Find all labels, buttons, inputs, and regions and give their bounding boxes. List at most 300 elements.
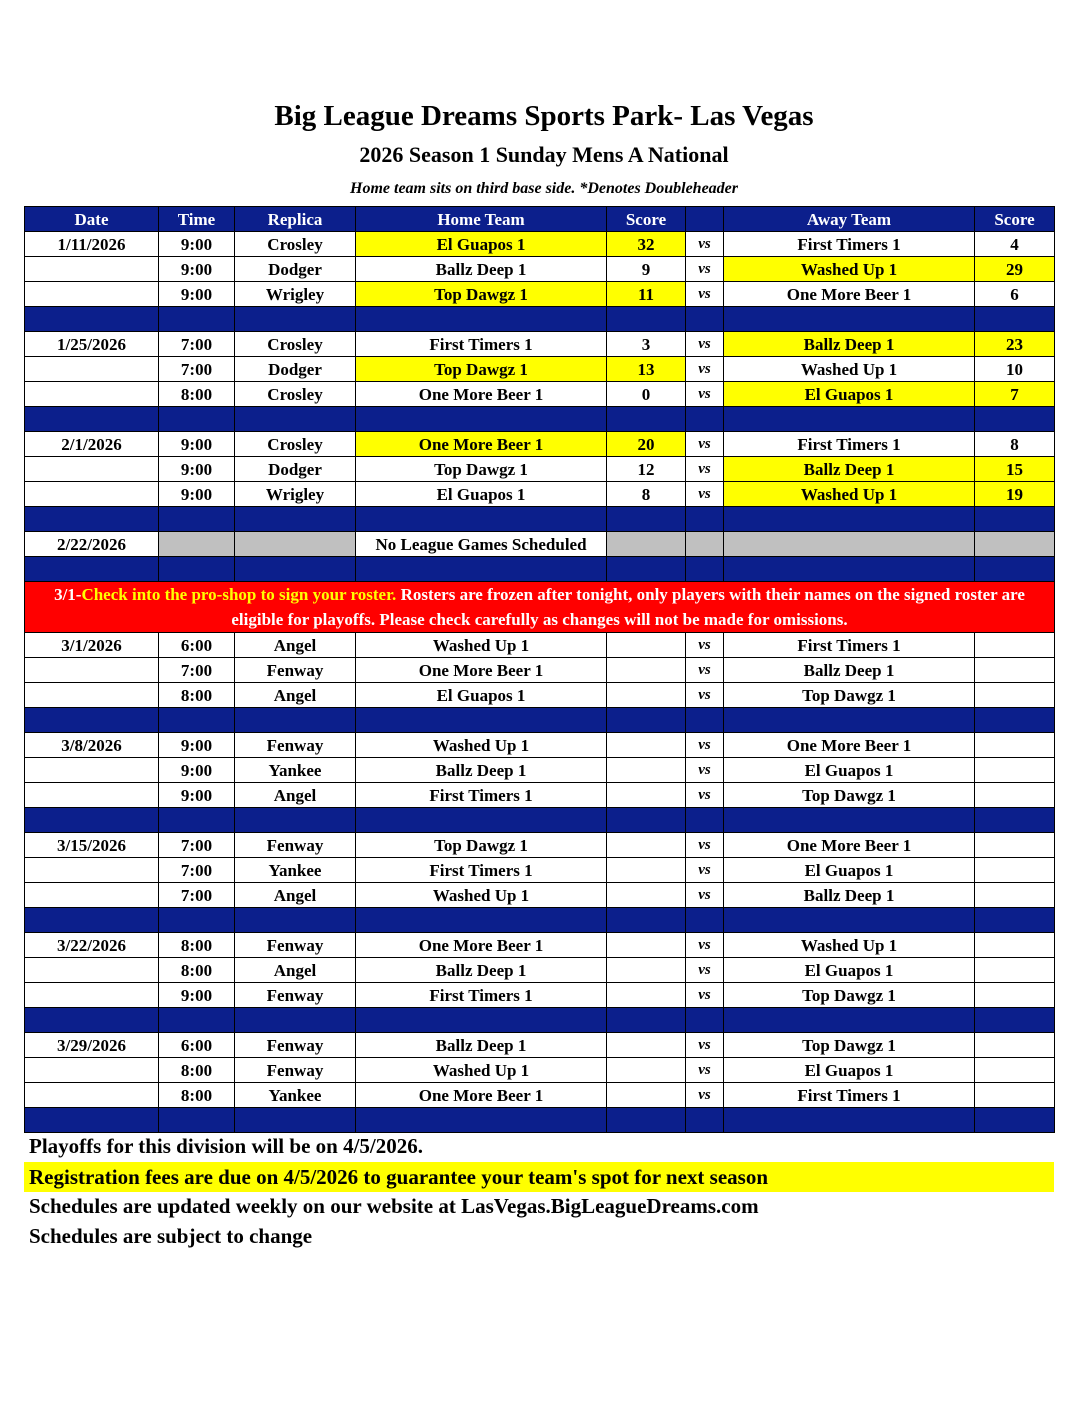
game-row xyxy=(25,958,1055,983)
away-score-cell xyxy=(975,683,1055,708)
separator-cell xyxy=(607,557,686,582)
separator-row xyxy=(25,808,1055,833)
separator-cell xyxy=(25,307,159,332)
away-score-cell xyxy=(975,933,1055,958)
separator-cell xyxy=(686,708,724,733)
separator-cell xyxy=(356,908,607,933)
separator-row xyxy=(25,507,1055,532)
website-note: Schedules are updated weekly on our website at LasVegas.BigLeagueDreams.com xyxy=(29,1194,759,1218)
away-score-cell: 15 xyxy=(975,457,1055,482)
time-cell: 9:00 xyxy=(159,983,235,1008)
away-team-cell: Top Dawgz 1 xyxy=(724,783,975,808)
home-team-cell: First Timers 1 xyxy=(356,983,607,1008)
separator-cell xyxy=(724,1108,975,1133)
game-row xyxy=(25,1083,1055,1108)
away-score-cell xyxy=(975,883,1055,908)
away-score-cell: 23 xyxy=(975,332,1055,357)
separator-cell xyxy=(159,708,235,733)
home-score-cell: 20 xyxy=(607,432,686,457)
separator-row xyxy=(25,1108,1055,1133)
home-score-cell xyxy=(607,1083,686,1108)
separator-cell xyxy=(25,557,159,582)
vs-cell: vs xyxy=(686,733,724,758)
separator-cell xyxy=(975,1008,1055,1033)
replica-cell: Crosley xyxy=(235,382,356,407)
separator-cell xyxy=(724,307,975,332)
header-time: Time xyxy=(159,207,235,232)
playoffs-note: Playoffs for this division will be on 4/5/2026. xyxy=(29,1134,423,1158)
schedule-note: Home team sits on third base side. *Denotes Doubleheader xyxy=(350,180,738,197)
away-score-cell xyxy=(975,1058,1055,1083)
separator-row xyxy=(25,407,1055,432)
separator-cell xyxy=(159,407,235,432)
date-cell xyxy=(25,1083,159,1108)
away-team-cell: First Timers 1 xyxy=(724,432,975,457)
replica-cell: Fenway xyxy=(235,1033,356,1058)
vs-cell: vs xyxy=(686,282,724,307)
away-score-cell xyxy=(975,783,1055,808)
separator-row xyxy=(25,708,1055,733)
home-score-cell xyxy=(607,758,686,783)
separator-cell xyxy=(25,407,159,432)
date-cell: 2/22/2026 xyxy=(25,532,159,557)
vs-cell: vs xyxy=(686,633,724,658)
replica-cell: Dodger xyxy=(235,357,356,382)
away-team-cell xyxy=(724,532,975,557)
separator-cell xyxy=(235,908,356,933)
date-cell: 3/22/2026 xyxy=(25,933,159,958)
date-cell xyxy=(25,758,159,783)
home-score-cell: 32 xyxy=(607,232,686,257)
separator-cell xyxy=(356,1008,607,1033)
away-team-cell: Ballz Deep 1 xyxy=(724,332,975,357)
separator-cell xyxy=(686,808,724,833)
home-team-cell: First Timers 1 xyxy=(356,783,607,808)
away-team-cell: Top Dawgz 1 xyxy=(724,983,975,1008)
separator-cell xyxy=(159,1008,235,1033)
separator-cell xyxy=(159,908,235,933)
time-cell: 9:00 xyxy=(159,733,235,758)
home-score-cell xyxy=(607,858,686,883)
replica-cell: Dodger xyxy=(235,257,356,282)
away-team-cell: One More Beer 1 xyxy=(724,833,975,858)
separator-cell xyxy=(975,708,1055,733)
away-score-cell xyxy=(975,758,1055,783)
separator-cell xyxy=(607,407,686,432)
time-cell: 8:00 xyxy=(159,683,235,708)
away-score-cell: 10 xyxy=(975,357,1055,382)
away-score-cell: 19 xyxy=(975,482,1055,507)
date-cell xyxy=(25,858,159,883)
away-score-cell xyxy=(975,983,1055,1008)
home-team-cell: Washed Up 1 xyxy=(356,883,607,908)
separator-cell xyxy=(25,808,159,833)
replica-cell: Fenway xyxy=(235,833,356,858)
separator-cell xyxy=(607,908,686,933)
date-cell: 1/11/2026 xyxy=(25,232,159,257)
away-score-cell xyxy=(975,833,1055,858)
home-team-cell: Washed Up 1 xyxy=(356,633,607,658)
replica-cell: Angel xyxy=(235,633,356,658)
date-cell xyxy=(25,658,159,683)
separator-cell xyxy=(724,407,975,432)
separator-cell xyxy=(356,1108,607,1133)
date-cell xyxy=(25,783,159,808)
time-cell: 9:00 xyxy=(159,482,235,507)
away-team-cell: Washed Up 1 xyxy=(724,257,975,282)
away-team-cell: El Guapos 1 xyxy=(724,382,975,407)
separator-row xyxy=(25,908,1055,933)
schedule-body xyxy=(25,232,1055,1133)
home-score-cell xyxy=(607,983,686,1008)
home-team-cell: First Timers 1 xyxy=(356,332,607,357)
away-team-cell: El Guapos 1 xyxy=(724,758,975,783)
separator-cell xyxy=(235,307,356,332)
vs-cell: vs xyxy=(686,783,724,808)
page-subtitle: 2026 Season 1 Sunday Mens A National xyxy=(359,142,729,167)
away-score-cell: 7 xyxy=(975,382,1055,407)
home-score-cell xyxy=(607,833,686,858)
separator-cell xyxy=(356,808,607,833)
away-score-cell: 8 xyxy=(975,432,1055,457)
separator-cell xyxy=(607,507,686,532)
header-away-score: Score xyxy=(975,207,1055,232)
time-cell: 8:00 xyxy=(159,933,235,958)
replica-cell: Fenway xyxy=(235,983,356,1008)
home-team-cell: Washed Up 1 xyxy=(356,733,607,758)
separator-cell xyxy=(607,1108,686,1133)
page-title: Big League Dreams Sports Park- Las Vegas xyxy=(274,100,814,132)
vs-cell: vs xyxy=(686,482,724,507)
time-cell: 7:00 xyxy=(159,658,235,683)
vs-cell: vs xyxy=(686,432,724,457)
vs-cell: vs xyxy=(686,858,724,883)
game-row xyxy=(25,858,1055,883)
no-games-row xyxy=(25,532,1055,557)
replica-cell: Angel xyxy=(235,683,356,708)
date-cell xyxy=(25,1058,159,1083)
home-team-cell: El Guapos 1 xyxy=(356,482,607,507)
home-score-cell: 0 xyxy=(607,382,686,407)
home-team-cell: El Guapos 1 xyxy=(356,683,607,708)
away-team-cell: One More Beer 1 xyxy=(724,733,975,758)
date-cell xyxy=(25,282,159,307)
vs-cell: vs xyxy=(686,232,724,257)
header-row xyxy=(25,207,1055,232)
time-cell: 8:00 xyxy=(159,382,235,407)
separator-cell xyxy=(356,708,607,733)
home-score-cell xyxy=(607,933,686,958)
time-cell: 7:00 xyxy=(159,332,235,357)
vs-cell: vs xyxy=(686,1058,724,1083)
away-team-cell: El Guapos 1 xyxy=(724,858,975,883)
separator-cell xyxy=(159,808,235,833)
home-team-cell: Top Dawgz 1 xyxy=(356,282,607,307)
time-cell: 7:00 xyxy=(159,833,235,858)
game-row xyxy=(25,758,1055,783)
separator-cell xyxy=(686,307,724,332)
date-cell: 3/15/2026 xyxy=(25,833,159,858)
date-cell xyxy=(25,457,159,482)
vs-cell: vs xyxy=(686,758,724,783)
time-cell: 7:00 xyxy=(159,883,235,908)
registration-note: Registration fees are due on 4/5/2026 to guarantee your team's spot for next season xyxy=(24,1162,1054,1192)
game-row xyxy=(25,382,1055,407)
time-cell xyxy=(159,532,235,557)
separator-cell xyxy=(356,507,607,532)
home-team-cell: First Timers 1 xyxy=(356,858,607,883)
notice-lead: 3/1- xyxy=(54,585,82,604)
time-cell: 7:00 xyxy=(159,357,235,382)
separator-cell xyxy=(159,557,235,582)
separator-cell xyxy=(724,808,975,833)
game-row xyxy=(25,432,1055,457)
vs-cell: vs xyxy=(686,958,724,983)
separator-cell xyxy=(159,507,235,532)
home-team-cell: Ballz Deep 1 xyxy=(356,1033,607,1058)
away-score-cell xyxy=(975,858,1055,883)
away-team-cell: Ballz Deep 1 xyxy=(724,658,975,683)
schedule-table xyxy=(24,206,1055,1133)
separator-cell xyxy=(25,507,159,532)
home-team-cell: Ballz Deep 1 xyxy=(356,257,607,282)
away-team-cell: Washed Up 1 xyxy=(724,357,975,382)
replica-cell: Fenway xyxy=(235,933,356,958)
game-row xyxy=(25,457,1055,482)
game-row xyxy=(25,232,1055,257)
vs-cell: vs xyxy=(686,257,724,282)
away-score-cell xyxy=(975,733,1055,758)
separator-cell xyxy=(975,407,1055,432)
home-score-cell xyxy=(607,658,686,683)
separator-cell xyxy=(235,808,356,833)
game-row xyxy=(25,658,1055,683)
vs-cell: vs xyxy=(686,382,724,407)
date-cell xyxy=(25,958,159,983)
separator-cell xyxy=(724,557,975,582)
separator-cell xyxy=(159,307,235,332)
separator-cell xyxy=(25,1108,159,1133)
time-cell: 9:00 xyxy=(159,257,235,282)
home-score-cell xyxy=(607,1058,686,1083)
away-team-cell: El Guapos 1 xyxy=(724,958,975,983)
separator-cell xyxy=(975,1108,1055,1133)
vs-cell: vs xyxy=(686,457,724,482)
away-score-cell: 6 xyxy=(975,282,1055,307)
replica-cell: Wrigley xyxy=(235,282,356,307)
notice-rest: Rosters are frozen after tonight, only players with their names on the signed roster are eligible for playoffs. Please check carefully as changes will not be made for omissions. xyxy=(231,585,1025,629)
vs-cell: vs xyxy=(686,683,724,708)
separator-cell xyxy=(975,557,1055,582)
home-score-cell xyxy=(607,1033,686,1058)
game-row xyxy=(25,733,1055,758)
separator-cell xyxy=(686,1108,724,1133)
separator-cell xyxy=(25,1008,159,1033)
header-vs xyxy=(686,207,724,232)
separator-cell xyxy=(356,307,607,332)
home-team-cell: El Guapos 1 xyxy=(356,232,607,257)
separator-row xyxy=(25,557,1055,582)
home-score-cell: 8 xyxy=(607,482,686,507)
replica-cell: Fenway xyxy=(235,1058,356,1083)
date-cell xyxy=(25,382,159,407)
away-score-cell xyxy=(975,633,1055,658)
time-cell: 9:00 xyxy=(159,457,235,482)
home-score-cell: 11 xyxy=(607,282,686,307)
date-cell: 3/8/2026 xyxy=(25,733,159,758)
vs-cell xyxy=(686,532,724,557)
home-team-cell: One More Beer 1 xyxy=(356,658,607,683)
replica-cell: Angel xyxy=(235,958,356,983)
away-team-cell: El Guapos 1 xyxy=(724,1058,975,1083)
game-row xyxy=(25,633,1055,658)
separator-cell xyxy=(724,708,975,733)
separator-cell xyxy=(724,908,975,933)
away-team-cell: Top Dawgz 1 xyxy=(724,683,975,708)
date-cell: 3/29/2026 xyxy=(25,1033,159,1058)
home-score-cell xyxy=(607,883,686,908)
game-row xyxy=(25,1058,1055,1083)
date-cell xyxy=(25,482,159,507)
game-row xyxy=(25,883,1055,908)
separator-cell xyxy=(356,407,607,432)
game-row xyxy=(25,983,1055,1008)
separator-cell xyxy=(607,307,686,332)
game-row xyxy=(25,783,1055,808)
separator-cell xyxy=(686,1008,724,1033)
replica-cell: Crosley xyxy=(235,332,356,357)
separator-cell xyxy=(975,507,1055,532)
separator-cell xyxy=(235,407,356,432)
time-cell: 8:00 xyxy=(159,1058,235,1083)
no-games-text: No League Games Scheduled xyxy=(356,532,607,557)
header-home-team: Home Team xyxy=(356,207,607,232)
away-team-cell: First Timers 1 xyxy=(724,1083,975,1108)
separator-cell xyxy=(686,507,724,532)
game-row xyxy=(25,332,1055,357)
roster-notice xyxy=(25,582,1055,633)
separator-cell xyxy=(607,1008,686,1033)
separator-cell xyxy=(235,507,356,532)
date-cell: 2/1/2026 xyxy=(25,432,159,457)
separator-cell xyxy=(235,557,356,582)
game-row xyxy=(25,683,1055,708)
vs-cell: vs xyxy=(686,332,724,357)
home-score-cell xyxy=(607,683,686,708)
replica-cell: Crosley xyxy=(235,432,356,457)
vs-cell: vs xyxy=(686,833,724,858)
separator-row xyxy=(25,307,1055,332)
separator-cell xyxy=(975,307,1055,332)
time-cell: 6:00 xyxy=(159,1033,235,1058)
home-score-cell xyxy=(607,783,686,808)
replica-cell xyxy=(235,532,356,557)
away-score-cell xyxy=(975,1083,1055,1108)
separator-cell xyxy=(25,708,159,733)
time-cell: 9:00 xyxy=(159,432,235,457)
home-score-cell: 13 xyxy=(607,357,686,382)
roster-notice-row xyxy=(25,582,1055,633)
header-home-score: Score xyxy=(607,207,686,232)
replica-cell: Yankee xyxy=(235,758,356,783)
away-team-cell: Ballz Deep 1 xyxy=(724,457,975,482)
replica-cell: Dodger xyxy=(235,457,356,482)
time-cell: 8:00 xyxy=(159,958,235,983)
header-replica: Replica xyxy=(235,207,356,232)
game-row xyxy=(25,933,1055,958)
separator-cell xyxy=(235,708,356,733)
date-cell xyxy=(25,357,159,382)
away-team-cell: Washed Up 1 xyxy=(724,933,975,958)
home-score-cell: 9 xyxy=(607,257,686,282)
home-score-cell: 3 xyxy=(607,332,686,357)
time-cell: 8:00 xyxy=(159,1083,235,1108)
separator-cell xyxy=(356,557,607,582)
vs-cell: vs xyxy=(686,357,724,382)
time-cell: 9:00 xyxy=(159,783,235,808)
home-team-cell: One More Beer 1 xyxy=(356,382,607,407)
separator-cell xyxy=(686,908,724,933)
time-cell: 9:00 xyxy=(159,282,235,307)
away-team-cell: First Timers 1 xyxy=(724,232,975,257)
away-score-cell xyxy=(975,1033,1055,1058)
replica-cell: Angel xyxy=(235,883,356,908)
away-score-cell: 29 xyxy=(975,257,1055,282)
home-score-cell xyxy=(607,532,686,557)
separator-cell xyxy=(159,1108,235,1133)
game-row xyxy=(25,833,1055,858)
home-score-cell xyxy=(607,733,686,758)
home-team-cell: Ballz Deep 1 xyxy=(356,958,607,983)
date-cell: 1/25/2026 xyxy=(25,332,159,357)
home-team-cell: Ballz Deep 1 xyxy=(356,758,607,783)
replica-cell: Fenway xyxy=(235,733,356,758)
separator-cell xyxy=(235,1108,356,1133)
away-score-cell: 4 xyxy=(975,232,1055,257)
separator-cell xyxy=(975,808,1055,833)
separator-cell xyxy=(235,1008,356,1033)
vs-cell: vs xyxy=(686,933,724,958)
vs-cell: vs xyxy=(686,983,724,1008)
header-date: Date xyxy=(25,207,159,232)
date-cell xyxy=(25,683,159,708)
date-cell xyxy=(25,983,159,1008)
time-cell: 6:00 xyxy=(159,633,235,658)
home-team-cell: One More Beer 1 xyxy=(356,432,607,457)
game-row xyxy=(25,282,1055,307)
separator-cell xyxy=(25,908,159,933)
separator-cell xyxy=(686,407,724,432)
time-cell: 9:00 xyxy=(159,232,235,257)
replica-cell: Crosley xyxy=(235,232,356,257)
vs-cell: vs xyxy=(686,658,724,683)
home-team-cell: One More Beer 1 xyxy=(356,1083,607,1108)
date-cell xyxy=(25,883,159,908)
separator-cell xyxy=(607,808,686,833)
separator-cell xyxy=(607,708,686,733)
home-team-cell: Top Dawgz 1 xyxy=(356,833,607,858)
separator-cell xyxy=(975,908,1055,933)
separator-cell xyxy=(686,557,724,582)
away-score-cell xyxy=(975,658,1055,683)
vs-cell: vs xyxy=(686,883,724,908)
away-team-cell: Ballz Deep 1 xyxy=(724,883,975,908)
game-row xyxy=(25,257,1055,282)
vs-cell: vs xyxy=(686,1083,724,1108)
date-cell xyxy=(25,257,159,282)
home-team-cell: One More Beer 1 xyxy=(356,933,607,958)
replica-cell: Yankee xyxy=(235,1083,356,1108)
